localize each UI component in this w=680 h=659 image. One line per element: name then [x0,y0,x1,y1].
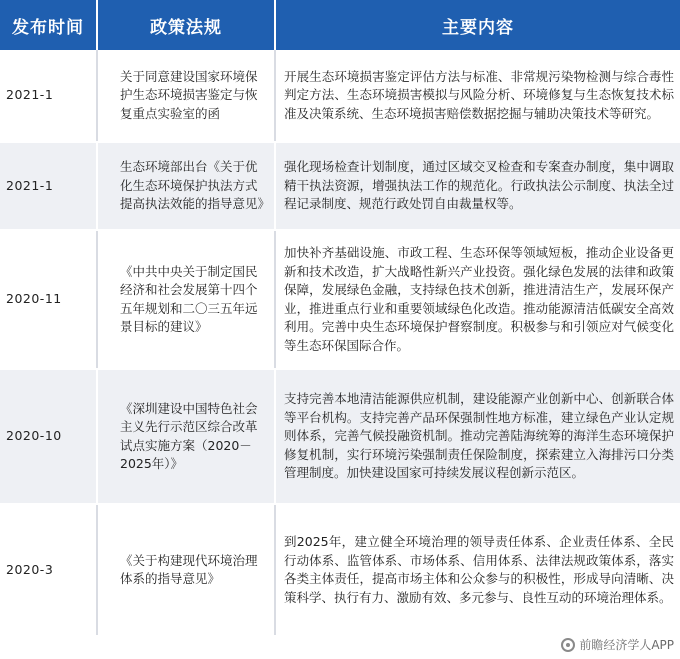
row-content: 开展生态环境损害鉴定评估方法与标准、非常规污染物检测与综合毒性判定方法、生态环境损害模拟与风险分析、环境修复与生态恢复技术标准及决策系统、生态环境损害赔偿数据挖掘与辅助决策技术等研究。 [284,68,674,121]
table-row [0,231,680,370]
row-policy: 《中共中央关于制定国民经济和社会发展第十四个五年规划和二〇三五年远景目标的建议》 [98,231,276,368]
table-row [0,50,680,143]
watermark-text: 前瞻经济学人APP [579,638,674,652]
row-content: 加快补齐基础设施、市政工程、生态环保等领域短板，推动企业设备更新和技术改造，扩大战略性新兴产业投资。强化绿色发展的法律和政策保障，发展绿色金融，支持绿色技术创新，推进清洁生产，发展环保产业，推进重点行业和重要领域绿色化改造。推动能源清洁低碳安全高效利用。完善中央生态环境保护督察制度。积极参与和引领应对气候变化等生态环保国际合作。 [284,245,674,353]
table-row [0,370,680,505]
row-date: 2020-11 [0,231,98,368]
table-row [0,505,680,637]
table-row [0,143,680,231]
row-date: 2021-1 [0,143,98,229]
row-content: 支持完善本地清洁能源供应机制，建设能源产业创新中心、创新联合体等平台机构。支持完善产品环保强制性地方标准，建立绿色产业认定规则体系，完善气候投融资机制。推动完善陆海统筹的海洋生态环境保护修复机制，实行环境污染强制责任保险制度，探索建立入海排污口分类管理制度。加快建设国家可持续发展议程创新示范区。 [284,391,674,481]
row-date: 2021-1 [0,50,98,141]
row-content: 强化现场检查计划制度，通过区域交叉检查和专案查办制度，集中调取精干执法资源，增强执法工作的规范化。行政执法公示制度、执法全过程记录制度、规范行政处罚自由裁量权等。 [284,159,674,212]
row-policy: 生态环境部出台《关于优化生态环境保护执法方式提高执法效能的指导意见》 [98,143,276,229]
row-policy: 《深圳建设中国特色社会主义先行示范区综合改革试点实施方案（2020－2025年）》 [98,370,276,503]
header-policy: 政策法规 [98,0,276,50]
header-content: 主要内容 [276,0,680,50]
header-date: 发布时间 [0,0,98,50]
row-date: 2020-10 [0,370,98,503]
watermark [561,636,674,653]
row-content: 到2025年，建立健全环境治理的领导责任体系、企业责任体系、全民行动体系、监管体系、市场体系、信用体系、法律法规政策体系，落实各类主体责任，提高市场主体和公众参与的积极性，形成导向清晰、决策科学、执行有力、激励有效、多元参与、良性互动的环境治理体系。 [284,534,674,605]
row-policy: 《关于构建现代环境治理体系的指导意见》 [98,505,276,635]
row-date: 2020-3 [0,505,98,635]
qianzhan-logo-icon [561,638,575,652]
table-header [0,0,680,50]
row-policy: 关于同意建设国家环境保护生态环境损害鉴定与恢复重点实验室的函 [98,50,276,141]
